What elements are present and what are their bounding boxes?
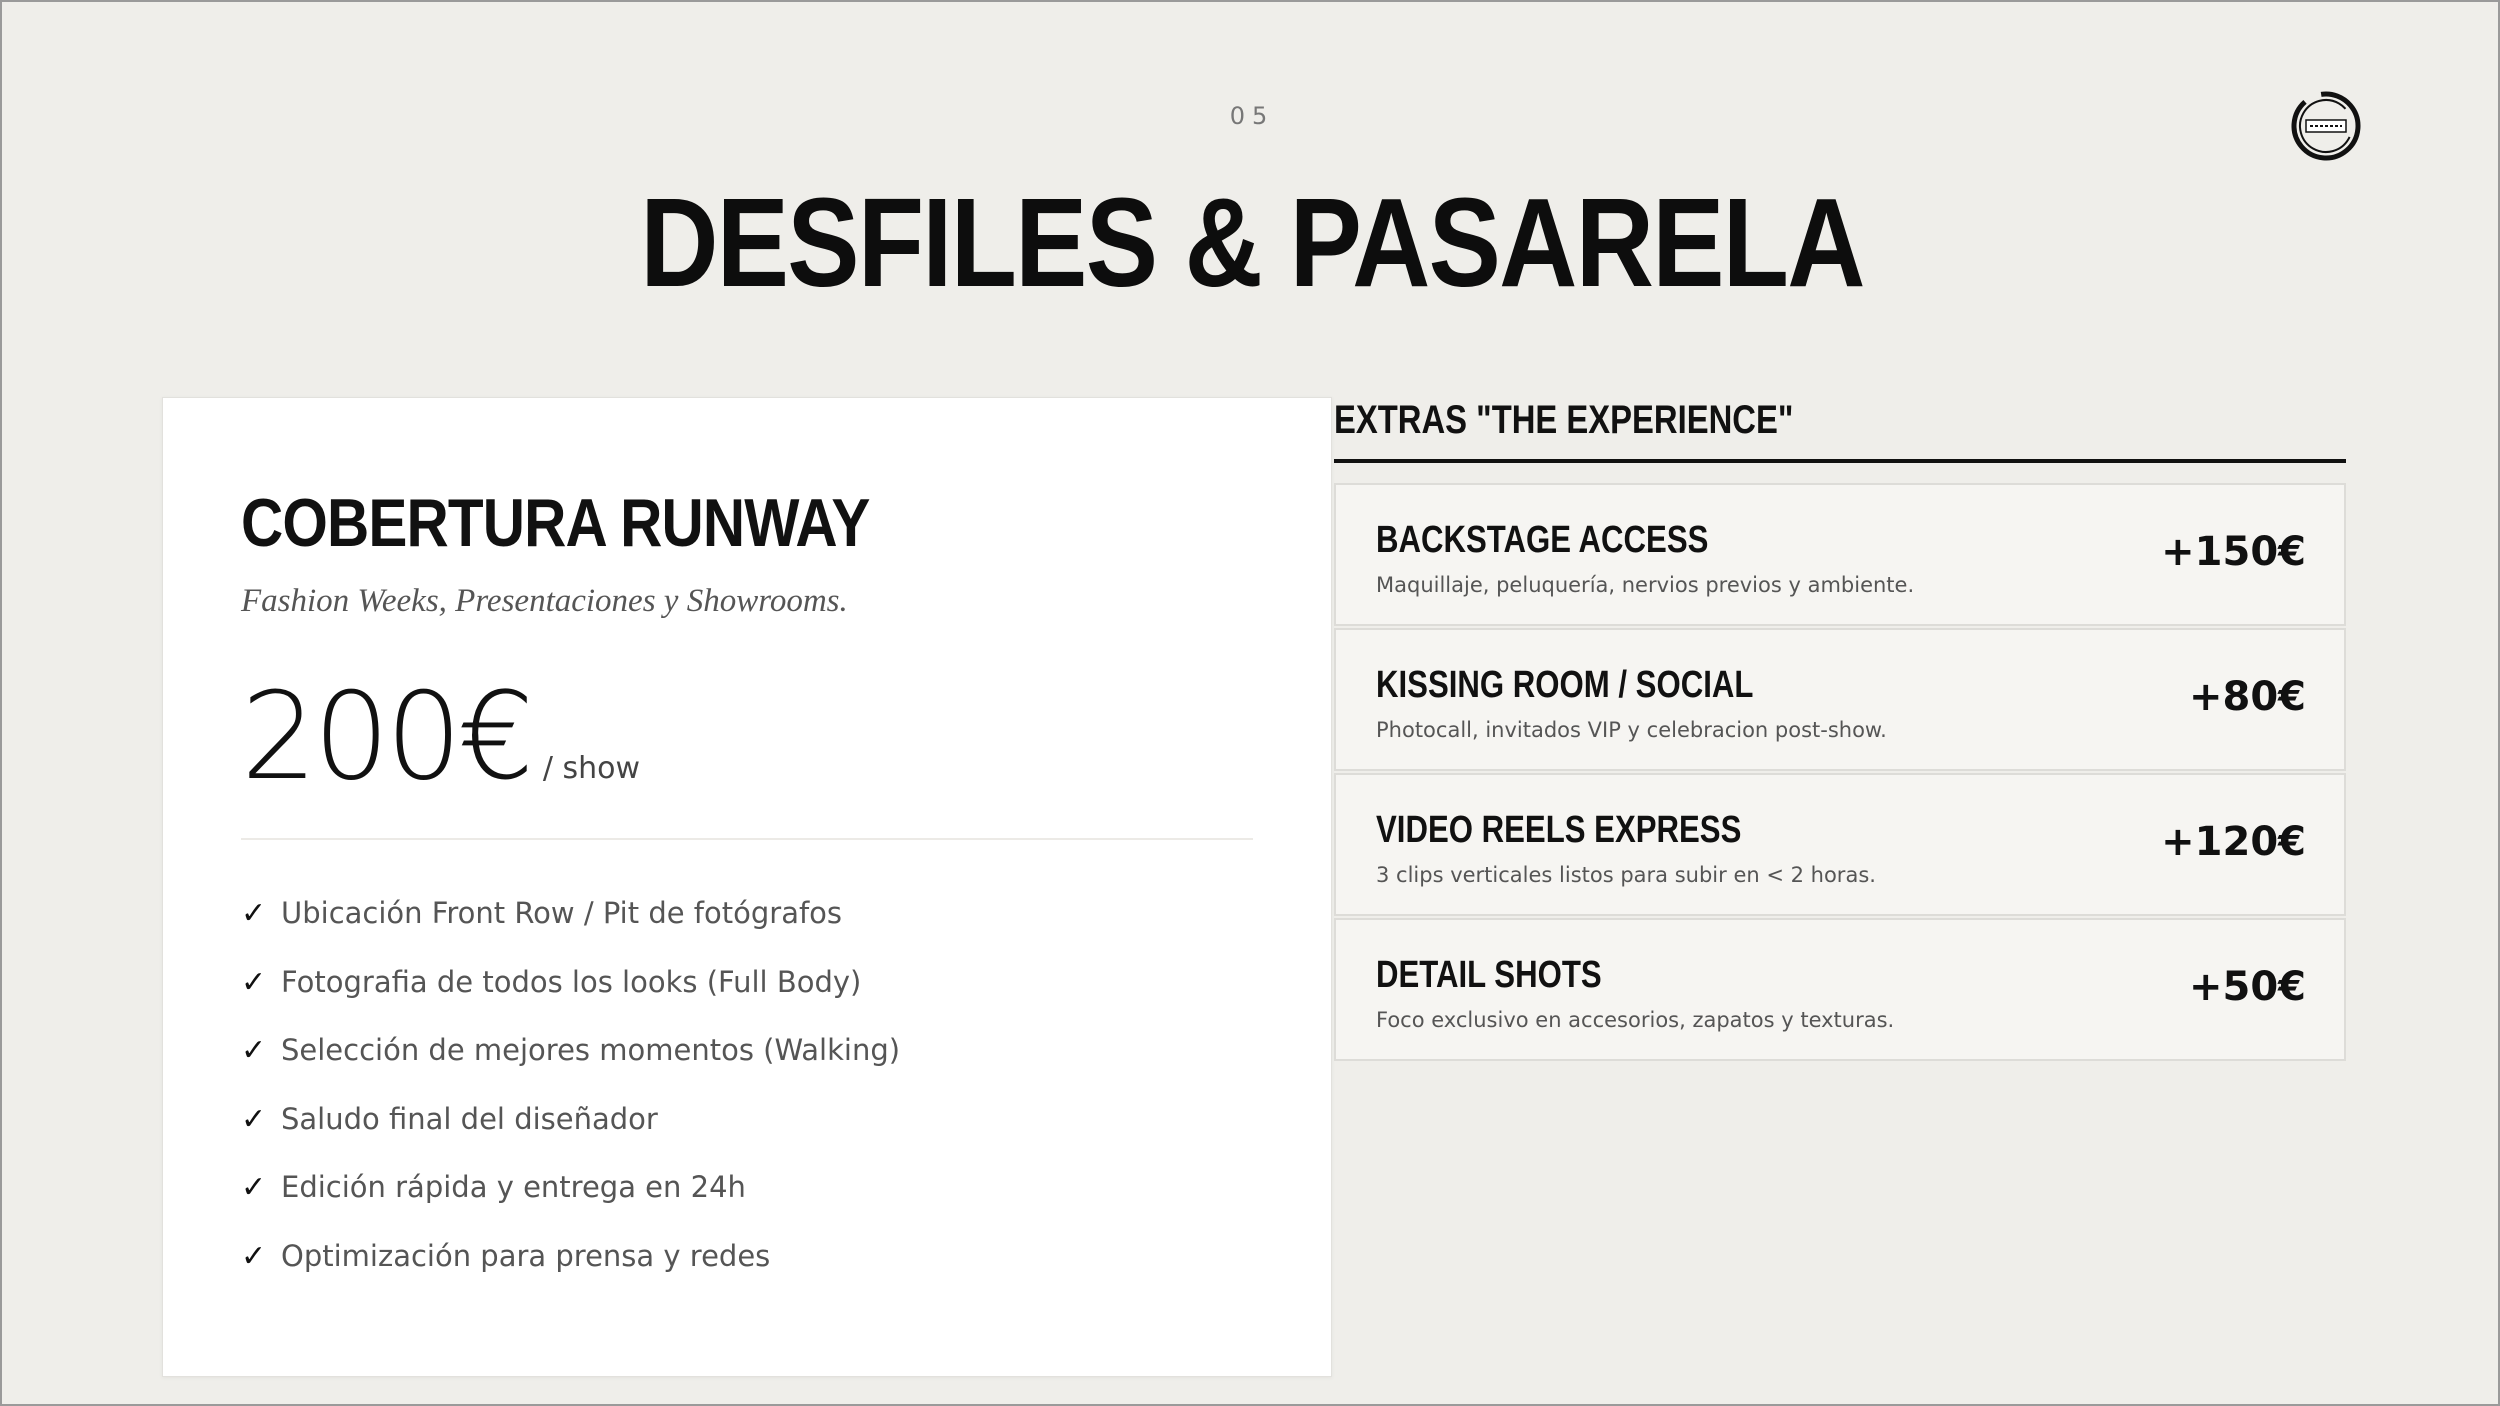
- extra-price: +50€: [2188, 964, 2306, 1010]
- feature-item: [241, 1239, 900, 1308]
- divider: [241, 838, 1253, 840]
- feature-item: [241, 1102, 900, 1171]
- feature-item: [241, 896, 900, 965]
- page-title: DESFILES & PASARELA: [640, 172, 1864, 313]
- extra-description: 3 clips verticales listos para subir en < 2 horas.: [1376, 863, 1876, 887]
- extra-item-detail-shots: [1334, 918, 2346, 1061]
- check-icon: ✓: [241, 1101, 267, 1137]
- feature-text: Edición rápida y entrega en 24h: [281, 1170, 746, 1204]
- check-icon: ✓: [241, 1238, 267, 1274]
- extras-list: [1334, 483, 2346, 1063]
- package-title: COBERTURA RUNWAY: [241, 485, 870, 561]
- extra-description: Maquillaje, peluquería, nervios previos y ambiente.: [1376, 573, 1915, 597]
- package-card: [162, 397, 1332, 1377]
- extra-description: Photocall, invitados VIP y celebracion post-show.: [1376, 718, 1887, 742]
- check-icon: ✓: [241, 896, 267, 931]
- extra-name: DETAIL SHOTS: [1376, 954, 1602, 996]
- feature-item: [241, 1033, 900, 1102]
- package-subtitle: Fashion Weeks, Presentaciones y Showrooms.: [241, 583, 848, 619]
- extra-item-backstage-access: [1334, 483, 2346, 626]
- extra-name: VIDEO REELS EXPRESS: [1376, 809, 1742, 851]
- check-icon: ✓: [241, 1033, 267, 1068]
- extra-price: +150€: [2161, 529, 2306, 575]
- feature-item: [241, 965, 900, 1034]
- check-icon: ✓: [241, 1170, 267, 1205]
- feature-list: [241, 896, 900, 1307]
- page-number: 05: [1229, 102, 1275, 130]
- extras-title: EXTRAS "THE EXPERIENCE": [1334, 398, 1794, 442]
- feature-text: Ubicación Front Row / Pit de fotógrafos: [281, 896, 843, 930]
- extra-name: KISSING ROOM / SOCIAL: [1376, 664, 1754, 706]
- feature-text: Saludo final del diseñador: [281, 1101, 658, 1136]
- extra-description: Foco exclusivo en accesorios, zapatos y texturas.: [1376, 1008, 1895, 1032]
- extra-name: BACKSTAGE ACCESS: [1376, 519, 1709, 561]
- check-icon: ✓: [241, 964, 267, 1000]
- feature-text: Fotografia de todos los looks (Full Body): [281, 964, 862, 999]
- feature-text: Selección de mejores momentos (Walking): [281, 1033, 901, 1067]
- extra-price: +120€: [2161, 819, 2306, 865]
- brand-logo-icon: [2290, 90, 2362, 162]
- package-price-row: [241, 668, 640, 807]
- extra-price: +80€: [2188, 674, 2306, 720]
- feature-text: Optimización para prensa y redes: [281, 1238, 771, 1273]
- extra-item-kissing-room: [1334, 628, 2346, 771]
- extras-divider: [1334, 459, 2346, 463]
- package-price: 200€: [241, 668, 531, 807]
- extra-item-video-reels: [1334, 773, 2346, 916]
- package-price-unit: / show: [542, 751, 641, 786]
- feature-item: [241, 1170, 900, 1239]
